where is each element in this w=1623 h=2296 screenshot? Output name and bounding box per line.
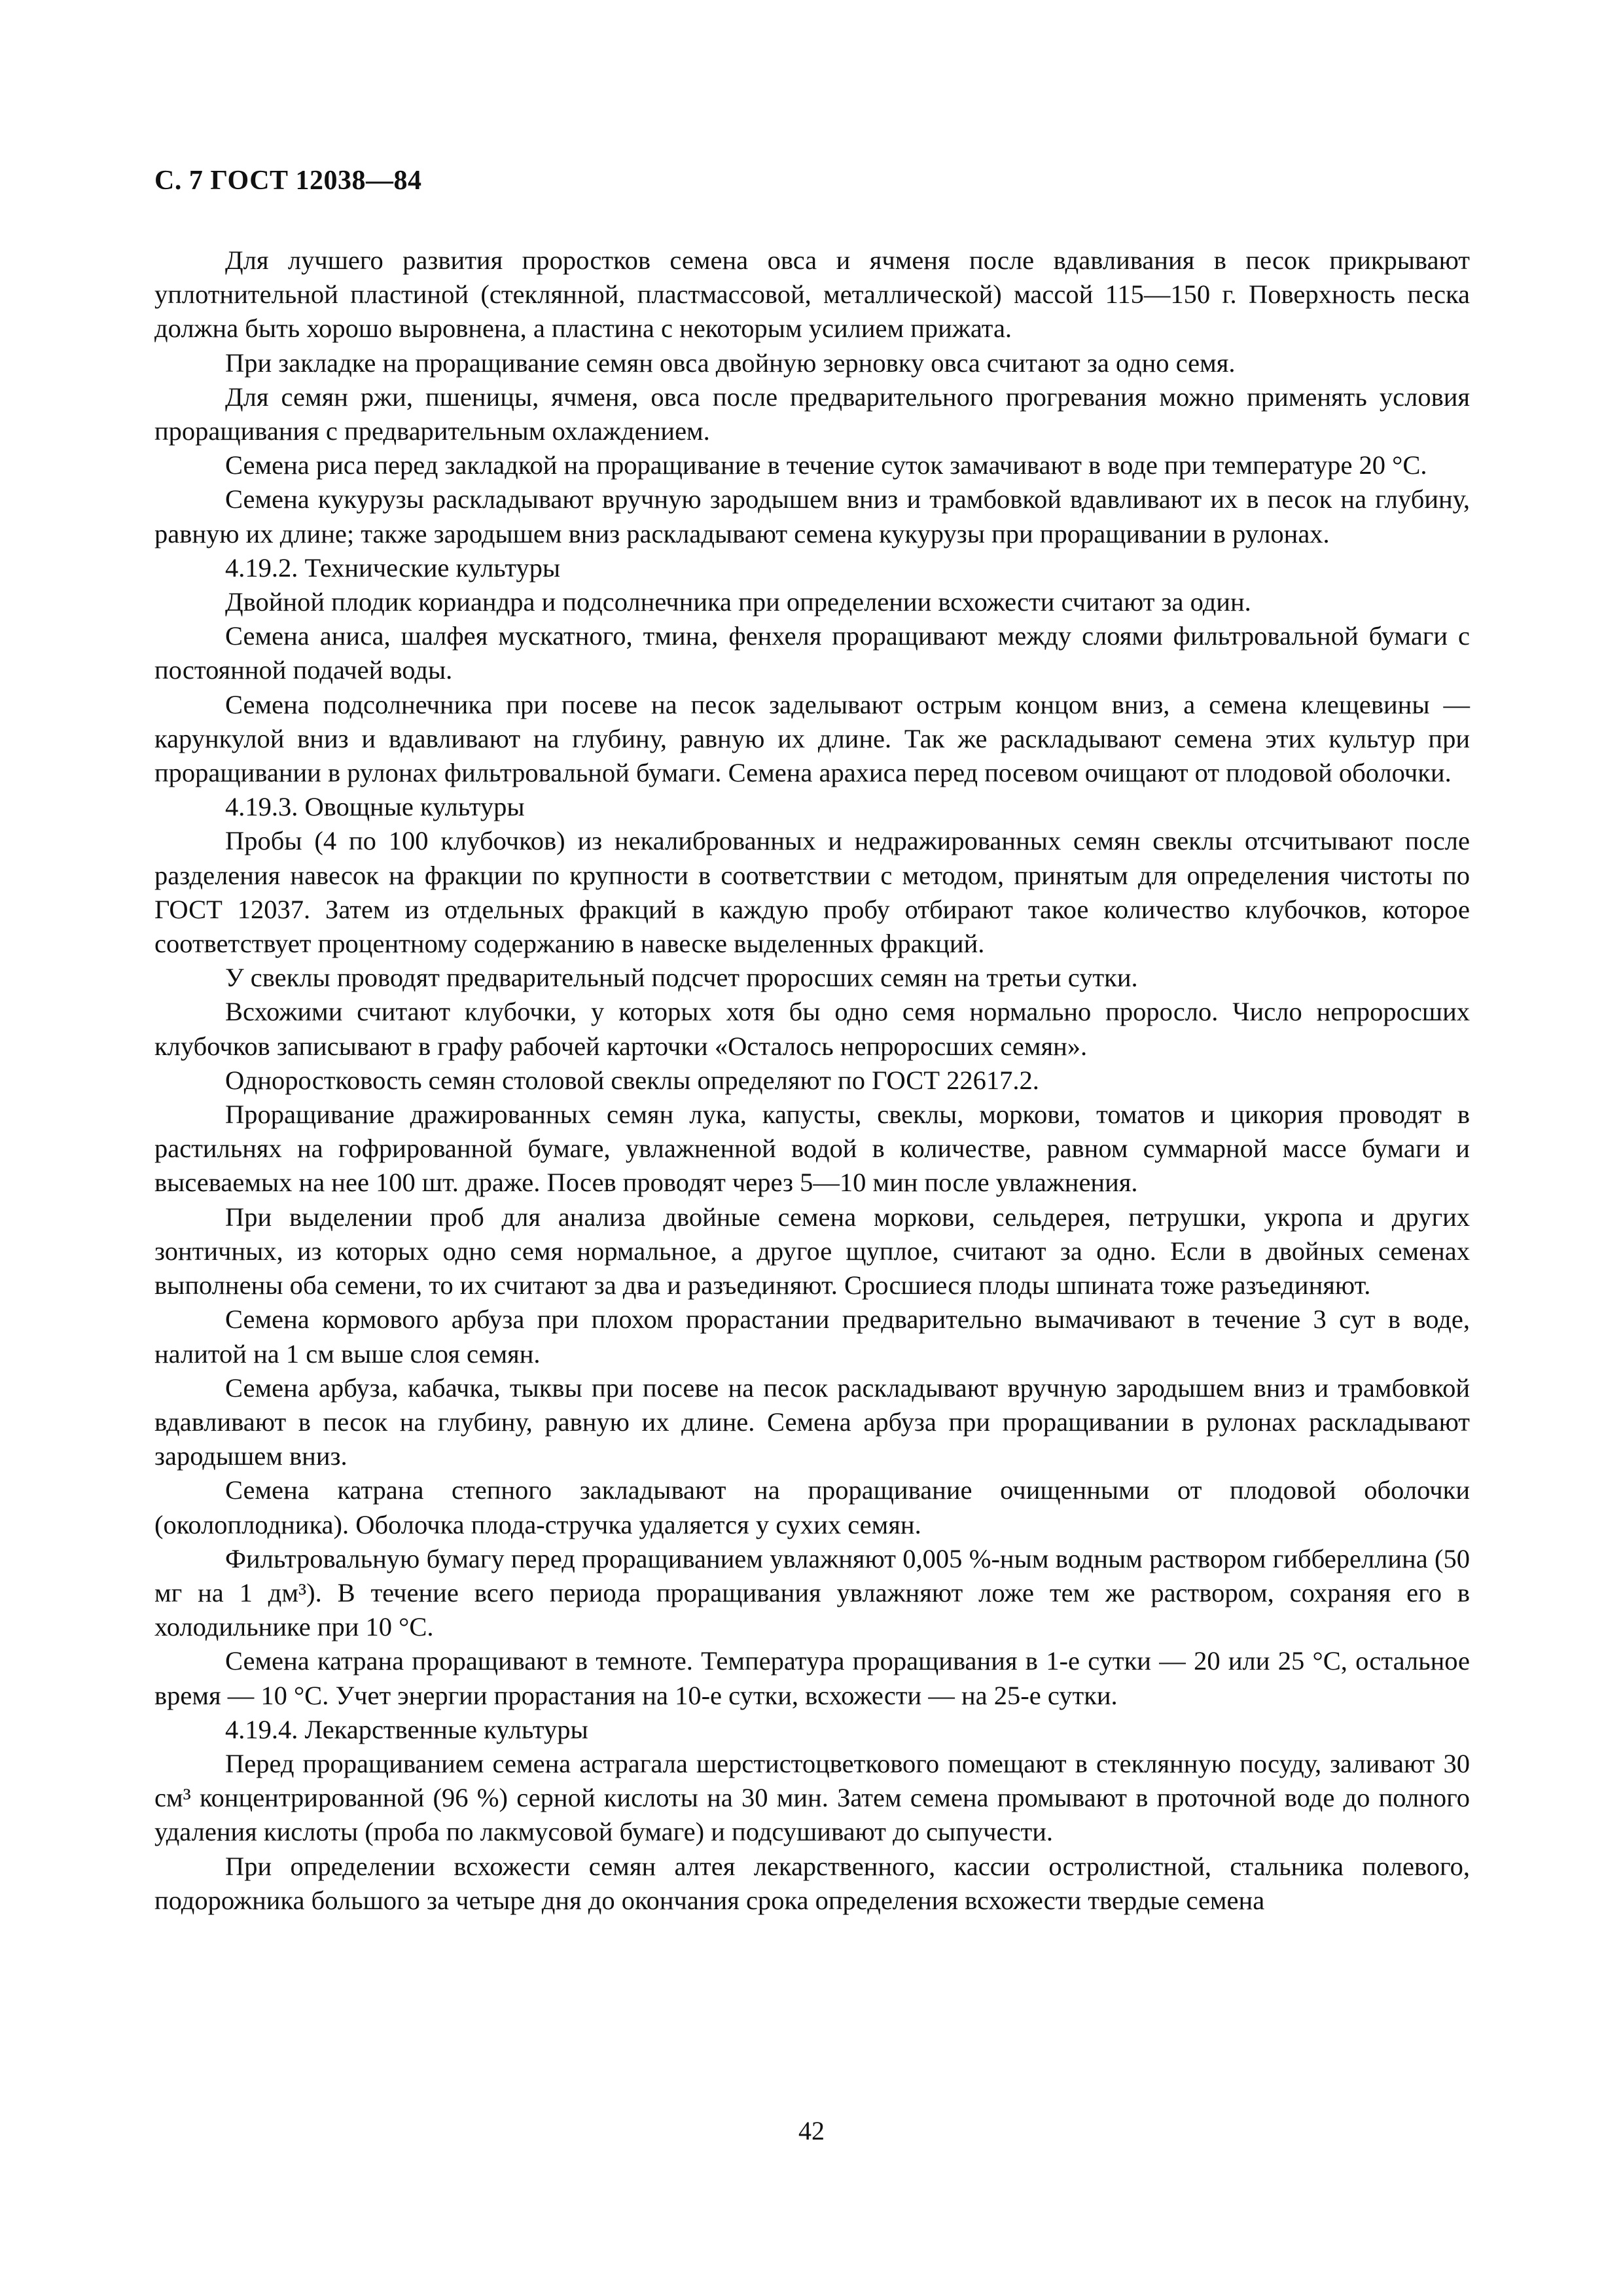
paragraph: Семена кукурузы раскладывают вручную зародышем вниз и трамбовкой вдавливают их в песок на глубину, равную их длине; также зародышем вниз раскладывают семена кукурузы при проращивании в рулонах. xyxy=(154,484,1470,548)
paragraph: Семена катрана проращивают в темноте. Температура проращивания в 1-е сутки — 20 или 25 °С, остальное время — 10 °С. Учет энергии прорастания на 10-е сутки, всхожести — на 25-е сутки. xyxy=(154,1646,1470,1710)
paragraph: Семена риса перед закладкой на проращивание в течение суток замачивают в воде при температуре 20 °С. xyxy=(225,450,1427,480)
paragraph: Фильтровальную бумагу перед проращиванием увлажняют 0,005 %-ным водным раствором гиббереллина (50 мг на 1 дм³). В течение всего периода проращивания увлажняют ложе тем же раствором, сохраняя его в холодильнике при 10 °С. xyxy=(154,1543,1470,1642)
paragraph: Пробы (4 по 100 клубочков) из некалиброванных и недражированных семян свеклы отсчитывают после разделения навесок на фракции по крупности в соответствии с методом, принятым для определения чистоты по ГОСТ 12037. Затем из отдельных фракций в каждую пробу отбирают такое количество клубочков, которое соответствует процентному содержанию в навеске выделенных фракций. xyxy=(154,826,1470,959)
section-heading: 4.19.3. Овощные культуры xyxy=(225,792,525,822)
paragraph: Семена аниса, шалфея мускатного, тмина, фенхеля проращивают между слоями фильтровальной бумаги с постоянной подачей воды. xyxy=(154,621,1470,685)
paragraph: Семена кормового арбуза при плохом прорастании предварительно вымачивают в течение 3 сут в воде, налитой на 1 см выше слоя семян. xyxy=(154,1304,1470,1369)
paragraph: Для лучшего развития проростков семена овса и ячменя после вдавливания в песок прикрывают уплотнительной пластиной (стеклянной, пластмассовой, металлической) массой 115—150 г. Поверхность песка должна быть хорошо выровнена, а пластина с некоторым усилием прижата. xyxy=(154,245,1470,344)
paragraph: У свеклы проводят предварительный подсчет проросших семян на третьи сутки. xyxy=(225,963,1138,993)
paragraph: Проращивание дражированных семян лука, капусты, свеклы, моркови, томатов и цикория проводят в растильнях на гофрированной бумаге, увлажненной водой в количестве, равном суммарной массе бумаги и высеваемых на нее 100 шт. драже. Посев проводят через 5—10 мин после увлажнения. xyxy=(154,1100,1470,1198)
section-heading: 4.19.2. Технические культуры xyxy=(225,552,561,583)
document-body xyxy=(154,243,1470,1918)
paragraph: Двойной плодик кориандра и подсолнечника при определении всхожести считают за один. xyxy=(225,587,1251,617)
paragraph: Семена арбуза, кабачка, тыквы при посеве на песок раскладывают вручную зародышем вниз и трамбовкой вдавливают в песок на глубину, равную их длине. Семена арбуза при проращивании в рулонах раскладывают зародышем вниз. xyxy=(154,1372,1470,1471)
page-number: 42 xyxy=(798,2116,825,2145)
paragraph: Семена катрана степного закладывают на проращивание очищенными от плодовой оболочки (околоплодника). Оболочка плода-стручка удаляется у сухих семян. xyxy=(154,1475,1470,1539)
paragraph: Одноростковость семян столовой свеклы определяют по ГОСТ 22617.2. xyxy=(225,1065,1039,1095)
paragraph: Для семян ржи, пшеницы, ячменя, овса после предварительного прогревания можно применять условия проращивания с предварительным охлаждением. xyxy=(154,382,1470,446)
paragraph: Семена подсолнечника при посеве на песок заделывают острым концом вниз, а семена клещевины — карункулой вниз и вдавливают на глубину, равную их длине. Так же раскладывают семена этих культур при проращивании в рулонах фильтровальной бумаги. Семена арахиса перед посевом очищают от плодовой оболочки. xyxy=(154,689,1470,788)
paragraph: При выделении проб для анализа двойные семена моркови, сельдерея, петрушки, укропа и других зонтичных, из которых одно семя нормальное, а другое щуплое, считают за одно. Если в двойных семенах выполнены оба семени, то их считают за два и разъединяют. Сросшиеся плоды шпината тоже разъединяют. xyxy=(154,1202,1470,1300)
paragraph: Перед проращиванием семена астрагала шерстистоцветкового помещают в стеклянную посуду, заливают 30 см³ концентрированной (96 %) серной кислоты на 30 мин. Затем семена промывают в проточной воде до полного удаления кислоты (проба по лакмусовой бумаге) и подсушивают до сыпучести. xyxy=(154,1748,1470,1847)
paragraph: При определении всхожести семян алтея лекарственного, кассии остролистной, стальника полевого, подорожника большого за четыре дня до окончания срока определения всхожести твердые семена xyxy=(154,1851,1470,1915)
page-header: С. 7 ГОСТ 12038—84 xyxy=(154,166,422,196)
paragraph: При закладке на проращивание семян овса двойную зерновку овса считают за одно семя. xyxy=(225,348,1236,378)
section-heading: 4.19.4. Лекарственные культуры xyxy=(225,1714,588,1744)
paragraph: Всхожими считают клубочки, у которых хотя бы одно семя нормально проросло. Число непроросших клубочков записывают в графу рабочей карточки «Осталось непроросших семян». xyxy=(154,997,1470,1061)
